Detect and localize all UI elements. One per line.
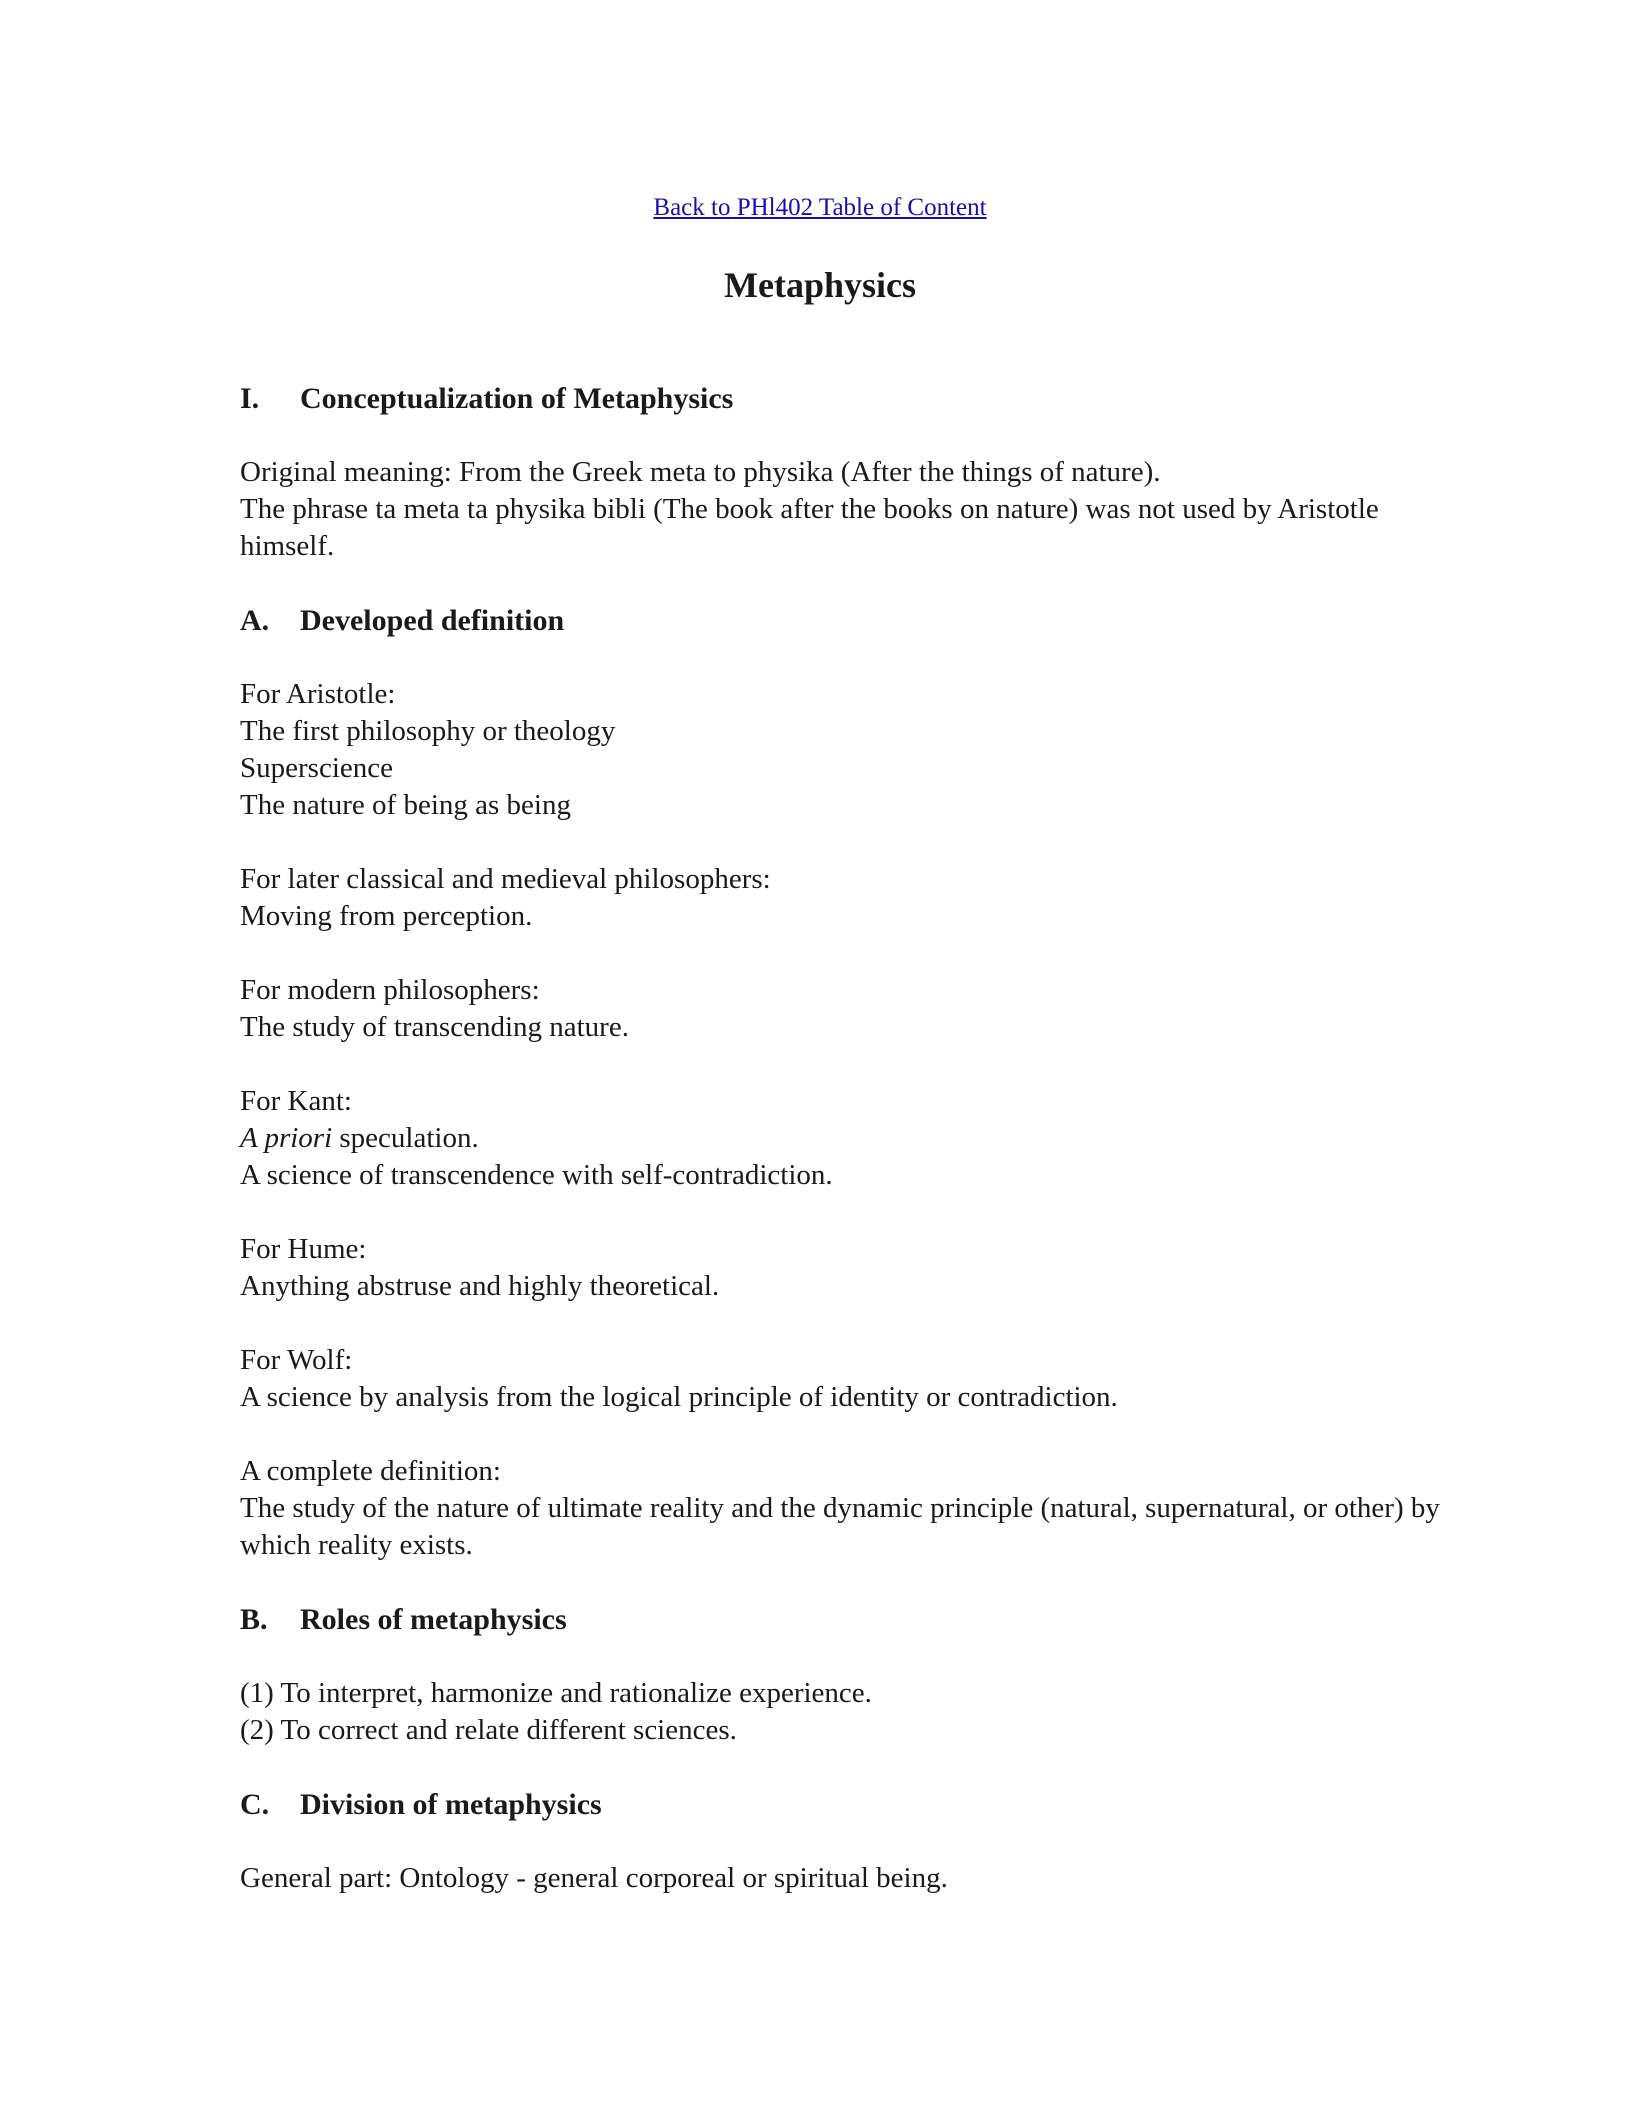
text-line: The study of transcending nature. [240, 1011, 629, 1043]
text-line: A complete definition: [240, 1455, 501, 1487]
aristotle-paragraph [240, 676, 1440, 824]
modern-philosophers-paragraph [240, 972, 1440, 1046]
list-item: (1) To interpret, harmonize and rationalize experience. [240, 1677, 872, 1709]
section-heading-developed-definition [240, 602, 1440, 639]
section-number: A. [240, 604, 270, 637]
text-line: Original meaning: From the Greek meta to physika (After the things of nature). [240, 456, 1161, 488]
text-line: For modern philosophers: [240, 974, 540, 1006]
section-number: C. [240, 1788, 270, 1821]
text-fragment: speculation. [332, 1122, 479, 1154]
section-title: Division of metaphysics [300, 1788, 602, 1821]
back-to-toc-link[interactable]: Back to PHl402 Table of Content [653, 194, 987, 221]
text-line: Superscience [240, 752, 393, 784]
text-line: For later classical and medieval philosophers: [240, 863, 771, 895]
division-paragraph [240, 1860, 1440, 1897]
text-line: The nature of being as being [240, 789, 571, 821]
section-heading-conceptualization [240, 380, 1440, 417]
text-line [240, 1120, 1440, 1157]
text-line: Anything abstruse and highly theoretical. [240, 1270, 720, 1302]
text-line: For Aristotle: [240, 678, 396, 710]
section-heading-roles [240, 1601, 1440, 1638]
original-meaning-paragraph [240, 454, 1440, 565]
text-line: The phrase ta meta ta physika bibli (The book after the books on nature) was not used by Aristotle himself. [240, 493, 1379, 562]
back-link-container [0, 193, 1640, 223]
section-title: Roles of metaphysics [300, 1603, 567, 1636]
document-body [240, 380, 1440, 1934]
text-line: For Wolf: [240, 1344, 353, 1376]
text-line: A science by analysis from the logical principle of identity or contradiction. [240, 1381, 1118, 1413]
section-heading-division [240, 1786, 1440, 1823]
section-title: Conceptualization of Metaphysics [300, 382, 734, 415]
later-philosophers-paragraph [240, 861, 1440, 935]
text-line: Moving from perception. [240, 900, 533, 932]
text-line: The first philosophy or theology [240, 715, 616, 747]
italic-term: A priori [240, 1122, 333, 1154]
roles-paragraph [240, 1675, 1440, 1749]
kant-paragraph [240, 1083, 1440, 1194]
wolf-paragraph [240, 1342, 1440, 1416]
text-line: General part: Ontology - general corporeal or spiritual being. [240, 1862, 948, 1894]
complete-definition-paragraph [240, 1453, 1440, 1564]
text-line: For Kant: [240, 1085, 352, 1117]
section-title: Developed definition [300, 604, 565, 637]
page-title: Metaphysics [724, 265, 916, 305]
hume-paragraph [240, 1231, 1440, 1305]
text-line: For Hume: [240, 1233, 367, 1265]
list-item: (2) To correct and relate different sciences. [240, 1714, 737, 1746]
text-line: The study of the nature of ultimate reality and the dynamic principle (natural, supernatural, or other) by which reality exists. [240, 1492, 1440, 1561]
text-line: A science of transcendence with self-contradiction. [240, 1159, 833, 1191]
section-number: I. [240, 382, 260, 415]
section-number: B. [240, 1603, 268, 1636]
